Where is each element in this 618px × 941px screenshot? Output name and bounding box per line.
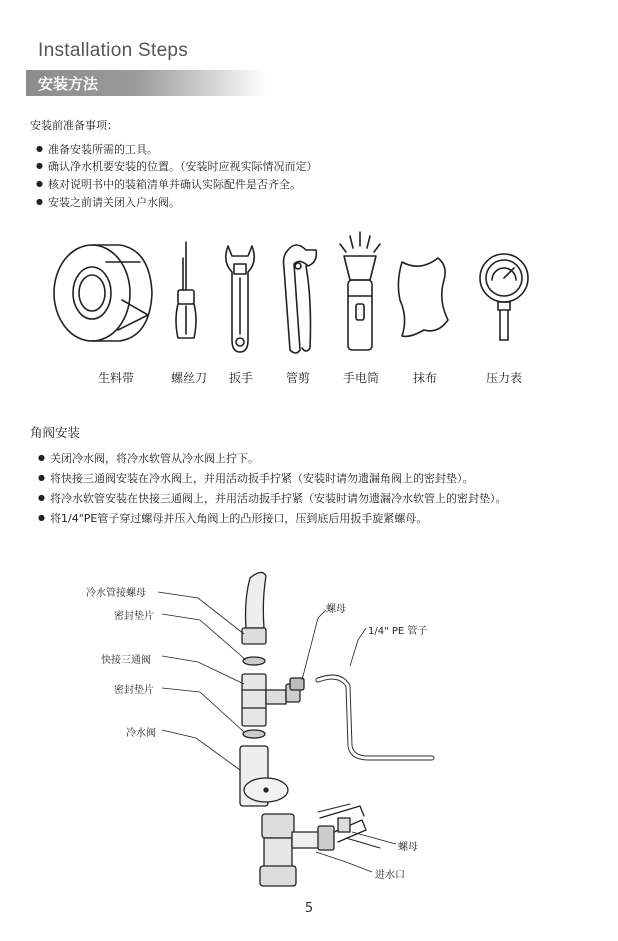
prep-item: ● 确认净水机要安装的位置。（安装时应视实际情况而定）: [48, 158, 318, 174]
tool-label-screwdriver: 螺丝刀: [170, 371, 207, 385]
cloth-icon: [398, 258, 448, 336]
prep-heading: 安装前准备事项：: [30, 119, 118, 132]
flashlight-icon: [340, 232, 380, 350]
bottom-valve-nut: [262, 814, 294, 838]
prep-item: ● 核对说明书中的装箱清单并确认实际配件是否齐全。: [48, 176, 301, 192]
prep-item: ● 安装之前请关闭入户水阀。: [48, 194, 180, 210]
angle-valve-heading: 角阀安装: [30, 425, 81, 440]
tool-label-gauge: 压力表: [485, 371, 522, 385]
prep-item: ● 准备安装所需的工具。: [48, 141, 158, 157]
callout-cold-valve: 冷水阀: [126, 728, 156, 739]
seal-ring-2: [243, 730, 265, 738]
callout-pe-pipe: 1/4" PE 管子: [368, 626, 428, 637]
hose-nut: [242, 628, 266, 644]
bottom-valve-body: [264, 838, 292, 868]
callout-seal-1: 密封垫片: [114, 611, 154, 622]
cold-valve-body: [240, 746, 268, 806]
callout-tee-valve: 快接三通阀: [101, 655, 151, 666]
callout-nut-top: 螺母: [326, 604, 346, 615]
screwdriver-icon: [176, 242, 196, 338]
seal-ring-1: [243, 657, 265, 665]
tape-roll-icon: [54, 245, 152, 341]
cold-hose: [246, 572, 267, 628]
tool-label-tape: 生料带: [97, 371, 134, 385]
tool-label-flashlight: 手电筒: [342, 371, 379, 385]
callout-cold-hose-nut: 冷水管接螺母: [86, 588, 146, 599]
angle-valve-step: ● 关闭冷水阀，将冷水软管从冷水阀上拧下。: [50, 450, 259, 466]
callout-inlet: 进水口: [375, 870, 405, 881]
angle-valve-step: ● 将冷水软管安装在快接三通阀上，并用活动扳手拧紧（安装时请勿遗漏冷水软管上的密封垫）。: [50, 490, 507, 506]
tool-label-wrench: 扳手: [228, 371, 253, 385]
tools-illustration: [0, 0, 618, 400]
callout-seal-2: 密封垫片: [114, 685, 154, 696]
angle-valve-step: ● 将1/4"PE管子穿过螺母并压入角阀上的凸形接口，压到底后用扳手旋紧螺母。: [50, 510, 427, 526]
pressure-gauge-icon: [480, 254, 528, 340]
tool-label-pipe-cutter: 管剪: [285, 371, 310, 385]
pe-pipe: [318, 677, 432, 758]
wrench-icon: [226, 246, 255, 352]
callout-nut-bottom: 螺母: [398, 842, 418, 853]
title-chinese: 安装方法: [38, 75, 99, 93]
title-english: Installation Steps: [38, 40, 189, 61]
tool-label-cloth: 抹布: [412, 371, 437, 385]
page-number: 5: [304, 901, 314, 916]
nut-top: [290, 678, 304, 690]
pipe-cutter-icon: [284, 245, 317, 353]
angle-valve-step: ● 将快接三通阀安装在冷水阀上，并用活动扳手拧紧（安装时请勿遗漏角阀上的密封垫）。: [50, 470, 474, 486]
tee-valve-body: [242, 674, 266, 726]
